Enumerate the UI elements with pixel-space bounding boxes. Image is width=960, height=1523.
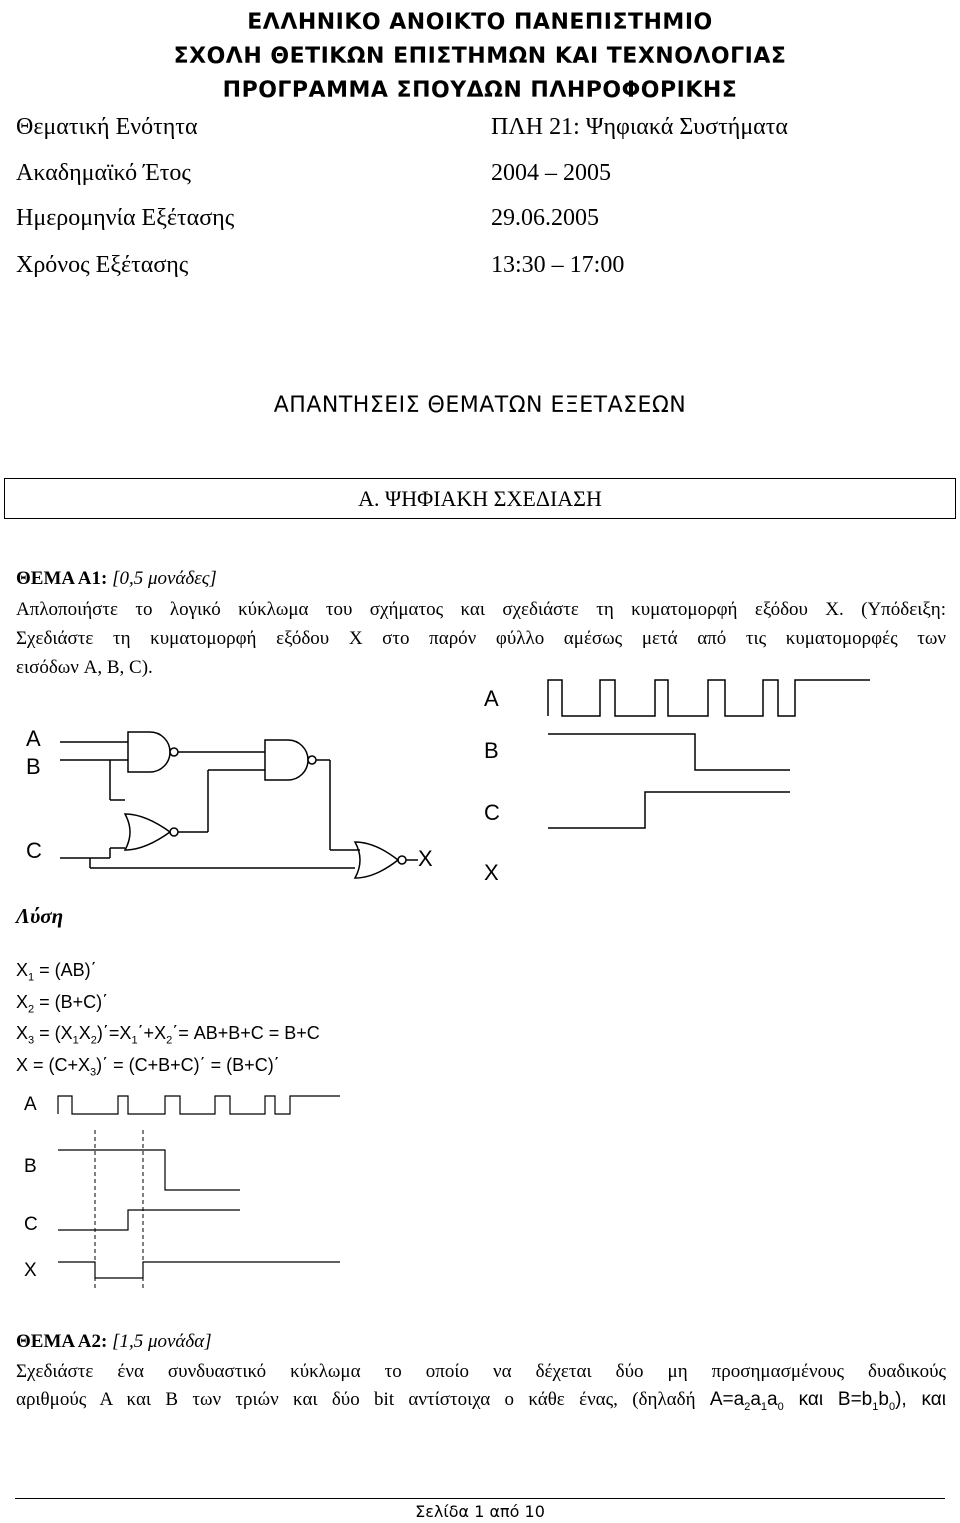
solution-wave-label-x: X xyxy=(24,1260,37,1281)
a2-heading xyxy=(16,1331,212,1353)
university-name: ΕΛΛΗΝΙΚΟ ΑΝΟΙΚΤΟ ΠΑΝΕΠΙΣΤΗΜΙΟ xyxy=(247,10,713,35)
equation-x1: $X_1 = (AB)΄$ xyxy=(16,960,97,984)
circuit-label-a: A xyxy=(26,726,41,751)
equation-x3: $X_3 = (X_1X_2)΄=X_1΄+X_2΄= AB+B+C = B+C$ xyxy=(16,1023,320,1047)
a2-points: [1,5 μονάδα] xyxy=(112,1331,212,1352)
info-label-date: Ημερομηνία Εξέτασης xyxy=(16,205,235,231)
equation-x2: $X_2 = (B+C)΄$ xyxy=(16,991,109,1016)
program-name: ΠΡΟΓΡΑΜΜΑ ΣΠΟΥΔΩΝ ΠΛΗΡΟΦΟΡΙΚΗΣ xyxy=(222,78,738,103)
info-value-unit: ΠΛΗ 21: Ψηφιακά Συστήματα xyxy=(491,114,788,140)
info-value-date: 29.06.2005 xyxy=(491,205,599,231)
info-label-unit: Θεματική Ενότητα xyxy=(16,114,198,140)
a1-title: ΘΕΜΑ Α1: xyxy=(16,568,108,589)
wave-label-a: A xyxy=(484,686,499,711)
info-value-year: 2004 – 2005 xyxy=(491,160,611,186)
solution-wave-label-a: A xyxy=(24,1094,37,1115)
school-name: ΣΧΟΛΗ ΘΕΤΙΚΩΝ ΕΠΙΣΤΗΜΩΝ ΚΑΙ ΤΕΧΝΟΛΟΓΙΑΣ xyxy=(173,44,787,69)
a2-text-line1: Σχεδιάστε ένα συνδυαστικό κύκλωμα το οποίο να δέχεται δύο μη προσημασμένους δυαδικούς xyxy=(16,1361,946,1382)
solution-waveforms xyxy=(0,1080,360,1290)
a2-text-line2: αριθμούς Α και Β των τριών και δύο bit αντίστοιχα ο κάθε ένας, (δηλαδή $A=a_2a_1a_0$ και $B=b_1b_0$), και xyxy=(16,1389,947,1413)
info-label-time: Χρόνος Εξέτασης xyxy=(16,252,189,278)
section-title-box xyxy=(4,478,956,519)
wave-label-c: C xyxy=(484,800,500,825)
a1-text-line1: Απλοποιήστε το λογικό κύκλωμα του σχήματος και σχεδιάστε τη κυματομορφή εξόδου Χ. (Υπόδειξη: xyxy=(16,599,946,620)
a1-text-line3: εισόδων A, B, C). xyxy=(16,657,153,678)
a1-text-line2: Σχεδιάστε τη κυματομορφή εξόδου Χ στο παρόν φύλλο αμέσως μετά από τις κυματομορφές των xyxy=(16,628,946,649)
circuit-label-c: C xyxy=(26,838,42,863)
equations xyxy=(16,958,320,1084)
a1-points: [0,5 μονάδες] xyxy=(112,568,217,589)
section-title: Α. ΨΗΦΙΑΚΗ ΣΧΕΔΙΑΣΗ xyxy=(358,486,602,511)
page-number: Σελίδα 1 από 10 xyxy=(415,1502,545,1521)
circuit-label-b: B xyxy=(26,754,41,779)
wave-label-b: B xyxy=(484,738,499,763)
answers-title: ΑΠΑΝΤΗΣΕΙΣ ΘΕΜΑΤΩΝ ΕΞΕΤΑΣΕΩΝ xyxy=(273,393,687,418)
footer-rule xyxy=(15,1498,945,1499)
input-waveforms xyxy=(470,670,890,890)
a2-title: ΘΕΜΑ Α2: xyxy=(16,1331,108,1352)
solution-wave-label-b: B xyxy=(24,1156,37,1177)
a1-heading xyxy=(16,568,217,590)
circuit-label-x: X xyxy=(418,846,433,871)
logic-circuit xyxy=(0,680,470,890)
equation-x: $X = (C+X_3)΄ = (C+B+C)΄ = (B+C)΄$ xyxy=(16,1054,280,1079)
solution-label: Λύση xyxy=(16,904,64,928)
wave-label-x: X xyxy=(484,860,499,885)
info-value-time: 13:30 – 17:00 xyxy=(491,252,625,278)
solution-wave-label-c: C xyxy=(24,1214,38,1235)
info-label-year: Ακαδημαϊκό Έτος xyxy=(16,160,191,186)
